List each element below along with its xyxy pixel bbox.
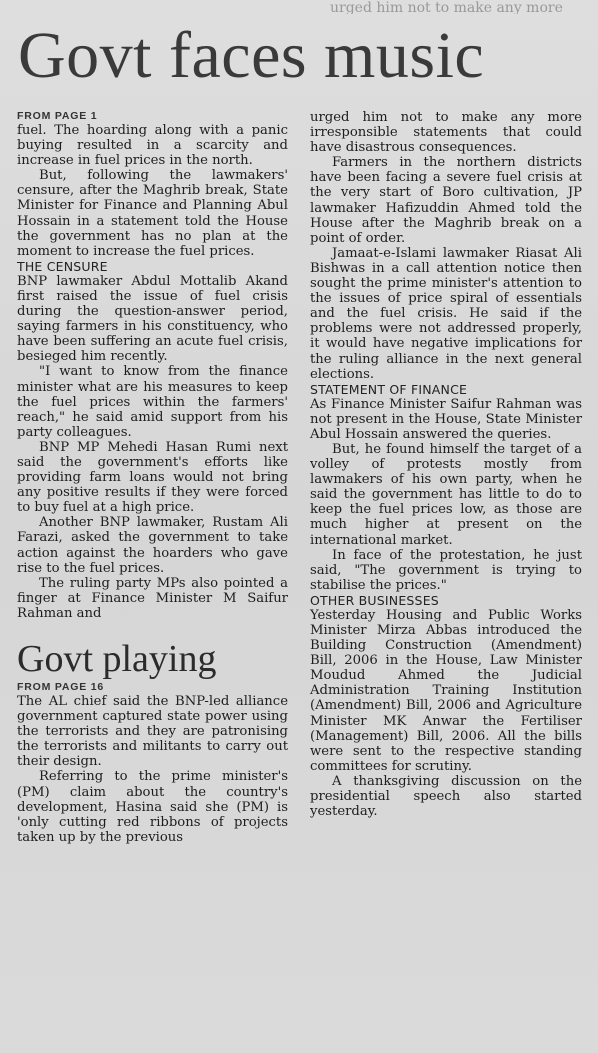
body-paragraph: fuel. The hoarding along with a panic buying resulted in a scarcity and increase in fuel prices in the north. [17, 123, 288, 169]
body-paragraph: But, he found himself the target of a volley of protests mostly from lawmakers of his own party, when he said the government has little to do to keep the fuel prices low, as those are much higher at present on the international market. [310, 441, 582, 548]
section-subhead: STATEMENT OF FINANCE [310, 381, 468, 397]
body-paragraph: BNP MP Mehedi Hasan Rumi next said the government's efforts like providing farm loans would not bring any positive results if they were forced to buy fuel at a high price. [17, 439, 288, 516]
story1-kicker: FROM PAGE 1 [17, 110, 98, 122]
body-paragraph: Referring to the prime minister's (PM) claim about the country's development, Hasina said she (PM) is 'only cutting red ribbons of projects taken up by the previous [17, 769, 288, 845]
body-paragraph: urged him not to make any more irresponsible statements that could have disastrous consequences. [310, 110, 582, 156]
body-paragraph: BNP lawmaker Abdul Mottalib Akand first raised the issue of fuel crisis during the question-answer period, saying farmers in his constituency, who have been suffering an acute fuel crisis, besieged him recently. [17, 273, 288, 365]
story2-body [17, 694, 288, 845]
story2-kicker: FROM PAGE 16 [17, 681, 105, 693]
body-paragraph: "I want to know from the finance minister what are his measures to keep the fuel prices within the farmers' reach," he said amid support from his party colleagues. [17, 364, 288, 440]
body-paragraph: The ruling party MPs also pointed a finger at Finance Minister M Saifur Rahman and [17, 575, 288, 621]
body-paragraph: A thanksgiving discussion on the presidential speech also started yesterday. [310, 773, 582, 820]
body-paragraph: In face of the protestation, he just said, "The government is trying to stabilise the prices." [310, 547, 582, 593]
story1-left-column [17, 110, 288, 845]
bleed-through-text: urged him not to make any more [330, 0, 563, 14]
section-subhead: THE CENSURE [17, 258, 108, 274]
body-paragraph: Jamaat-e-Islami lawmaker Riasat Ali Bishwas in a call attention notice then sought the prime minister's attention to the issues of price spiral of essentials and the fuel crisis. He said if the problems were not addressed properly, it would have negative implications for the ruling alliance in the next general elections. [310, 245, 582, 382]
body-paragraph: Another BNP lawmaker, Rustam Ali Farazi, asked the government to take action against the hoarders who gave rise to the fuel prices. [17, 515, 288, 576]
body-paragraph: Farmers in the northern districts have been facing a severe fuel crisis at the very start of Boro cultivation, JP lawmaker Hafizuddin Ahmed told the House after the Maghrib break on a point of order. [310, 155, 582, 246]
story2-headline: Govt playing [17, 638, 217, 680]
body-paragraph: The AL chief said the BNP-led alliance government captured state power using the terrorists and they are patronising the terrorists and militants to carry out their design. [17, 694, 288, 770]
body-paragraph: But, following the lawmakers' censure, after the Maghrib break, State Minister for Finance and Planning Abul Hossain in a statement told the House the government has no plan at the moment to increase the fuel prices. [17, 168, 288, 259]
story1-left-body [17, 123, 288, 621]
body-paragraph: Yesterday Housing and Public Works Minister Mirza Abbas introduced the Building Construction (Amendment) Bill, 2006 in the House, Law Minister Moudud Ahmed the Judicial Administration Training Institution (Amendment) Bill, 2006 and Agriculture Minister MK Anwar the Fertiliser (Management) Bill, 2006. All the bills were sent to the respective standing committees for scrutiny. [310, 607, 582, 774]
body-paragraph: As Finance Minister Saifur Rahman was not present in the House, State Minister Abul Hossain answered the queries. [310, 396, 582, 442]
story1-right-column [310, 110, 582, 819]
story1-right-body [310, 110, 582, 819]
main-headline: Govt faces music [18, 19, 485, 92]
section-subhead: OTHER BUSINESSES [310, 592, 439, 608]
